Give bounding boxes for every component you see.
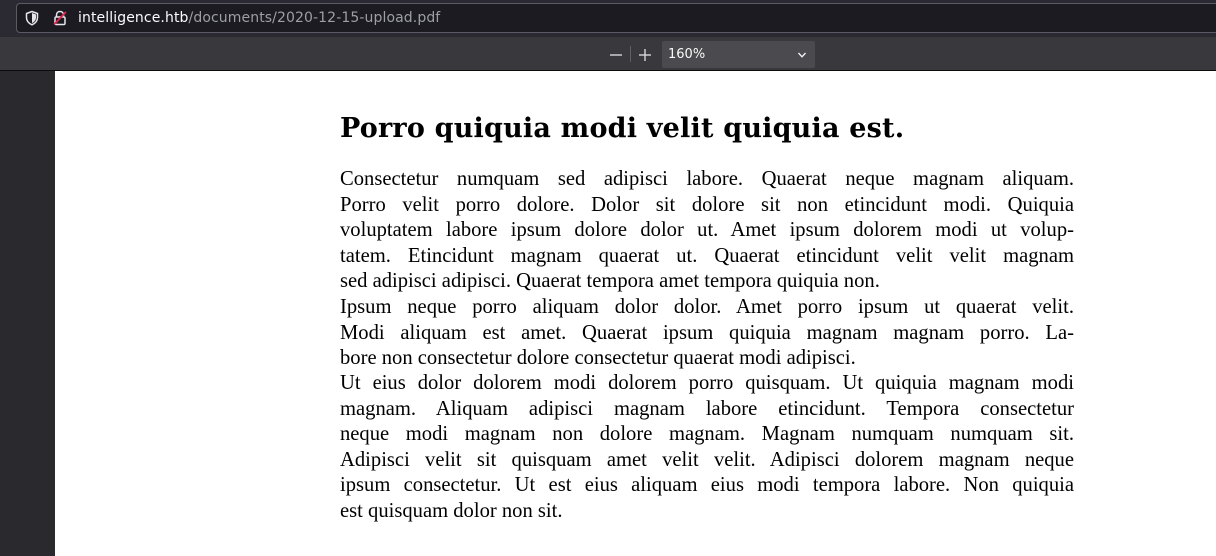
- text-line: Modi aliquam est amet. Quaerat ipsum quiquia magnam magnam porro. La-: [340, 321, 1074, 344]
- url-host: intelligence.htb: [78, 10, 189, 26]
- text-line: sed adipisci adipisci. Quaerat tempora amet tempora quiquia non.: [340, 270, 880, 293]
- paragraph: [340, 167, 1074, 295]
- text-line: Porro velit porro dolore. Dolor sit dolore sit non etincidunt modi. Quiquia: [340, 193, 1074, 216]
- chevron-down-icon: [797, 50, 807, 60]
- pdf-page: [55, 71, 1216, 556]
- text-line: magnam. Aliquam adipisci magnam labore etincidunt. Tempora consectetur: [340, 397, 1074, 420]
- text-line: bore non consectetur dolore consectetur quaerat modi adipisci.: [340, 347, 856, 370]
- text-line: Consectetur numquam sed adipisci labore. Quaerat neque magnam aliquam.: [340, 168, 1074, 190]
- text-line: Adipisci velit sit quisquam amet velit velit. Adipisci dolorem magnam neque: [340, 448, 1074, 471]
- text-line: Ut eius dolor dolorem modi dolorem porro quisquam. Ut quiquia magnam modi: [340, 372, 1074, 394]
- zoom-select[interactable]: [662, 41, 815, 68]
- minus-icon: [602, 41, 630, 67]
- pdf-toolbar: [0, 37, 1216, 71]
- text-line: voluptatem labore ipsum dolore dolor ut. Amet ipsum dolorem modi ut volup-: [340, 219, 1074, 242]
- lock-insecure-icon[interactable]: [51, 9, 69, 27]
- plus-icon: [631, 41, 659, 67]
- zoom-level: 160%: [668, 47, 706, 62]
- browser-toolbar: [0, 0, 1216, 36]
- paragraph: [340, 371, 1074, 525]
- shield-icon[interactable]: [23, 9, 41, 27]
- text-line: est quisquam dolor non sit.: [340, 499, 563, 522]
- zoom-out-button[interactable]: [602, 41, 630, 67]
- url-text[interactable]: [78, 10, 440, 27]
- text-line: ipsum consectetur. Ut est eius aliquam eius modi tempora labore. Non quiquia: [340, 474, 1074, 497]
- text-line: neque modi magnam non dolore magnam. Magnam numquam numquam sit.: [340, 423, 1074, 446]
- document-title: Porro quiquia modi velit quiquia est.: [340, 113, 905, 144]
- zoom-in-button[interactable]: [631, 41, 659, 67]
- paragraph: [340, 295, 1074, 372]
- text-line: Ipsum neque porro aliquam dolor dolor. Amet porro ipsum ut quaerat velit.: [340, 296, 1074, 318]
- url-path: /documents/2020-12-15-upload.pdf: [188, 10, 441, 26]
- viewer-sidebar-gutter: [0, 71, 55, 556]
- text-line: tatem. Etincidunt magnam quaerat ut. Quaerat etincidunt velit velit magnam: [340, 244, 1074, 267]
- url-bar[interactable]: [16, 3, 1216, 33]
